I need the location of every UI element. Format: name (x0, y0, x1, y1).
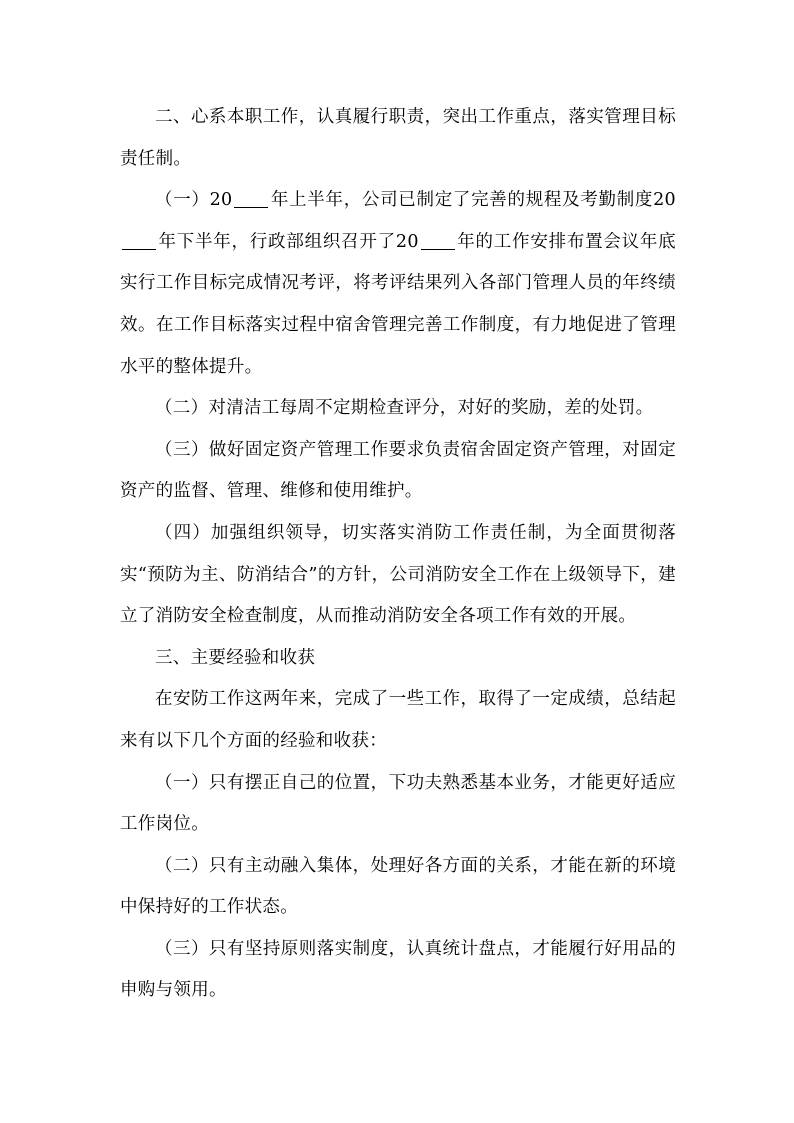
section-heading-3: 三、主要经验和收获 (155, 647, 316, 668)
section-heading-2: 二、心系本职工作，认真履行职责，突出工作重点，落实管理目标责任制。 (120, 107, 676, 169)
paragraph-experience-3: （三）只有坚持原则落实制度，认真统计盘点，才能履行好用品的申购与领用。 (120, 938, 676, 1001)
paragraph-experience-1: （一）只有摆正自己的位置，下功夫熟悉基本业务，才能更好适应工作岗位。 (120, 772, 676, 835)
paragraph-intro: 在安防工作这两年来，完成了一些工作，取得了一定成绩，总结起来有以下几个方面的经验和收获： (120, 689, 676, 751)
paragraph-item-4: （四）加强组织领导，切实落实消防工作责任制，为全面贯彻落实“预防为主、防消结合”的方针，公司消防安全工作在上级领导下，建立了消防安全检查制度，从而推动消防安全各项工作有效的开展。 (120, 522, 676, 627)
text-segment: （一）20 (155, 190, 233, 211)
text-segment: 年上半年，公司已制定了完善的规程及考勤制度20 (270, 190, 676, 211)
text-segment: 年下半年，行政部组织召开了20 (158, 231, 419, 252)
fill-blank (122, 231, 156, 250)
fill-blank (234, 190, 268, 209)
paragraph-item-3: （三）做好固定资产管理工作要求负责宿舍固定资产管理，对固定资产的监督、管理、维修和使用维护。 (120, 439, 676, 502)
text-segment: 年的工作安排布置会议年底实行工作目标完成情况考评，将考评结果列入各部门管理人员的年终绩效。在工作目标落实过程中宿舍管理完善工作制度，有力地促进了管理水平的整体提升。 (120, 231, 676, 377)
paragraph-item-2: （二）对清洁工每周不定期检查评分，对好的奖励，差的处罚。 (155, 398, 654, 419)
paragraph-experience-2: （二）只有主动融入集体，处理好各方面的关系，才能在新的环境中保持好的工作状态。 (120, 855, 676, 918)
paragraph-item-1 (120, 180, 676, 388)
fill-blank (421, 231, 455, 250)
document-page (120, 97, 676, 1012)
